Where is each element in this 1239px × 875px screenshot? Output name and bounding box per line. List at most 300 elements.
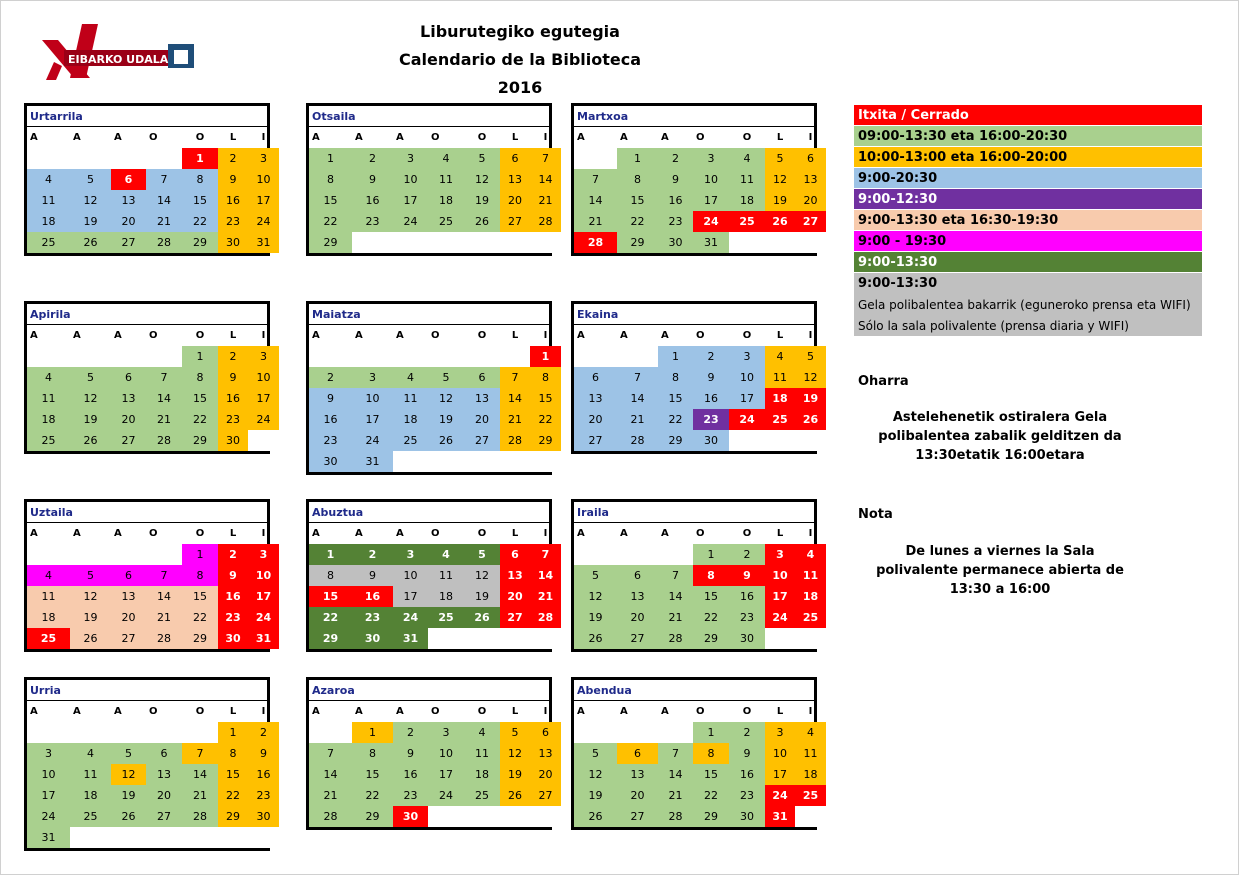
day-cell: 5 xyxy=(574,743,617,764)
day-cell: 26 xyxy=(70,628,111,649)
day-cell: 3 xyxy=(393,148,428,169)
week-row xyxy=(27,190,279,211)
day-cell: 20 xyxy=(530,764,561,785)
legend-item: 9:00-13:30 xyxy=(854,252,1202,272)
day-cell: 19 xyxy=(70,409,111,430)
day-cell: 29 xyxy=(693,628,729,649)
day-cell: 20 xyxy=(464,409,500,430)
weekday-header: I xyxy=(808,706,813,717)
day-cell: 28 xyxy=(309,806,352,827)
week-row xyxy=(309,586,561,607)
weekday-header: O xyxy=(431,132,440,143)
month-name: Azaroa xyxy=(309,680,549,701)
day-cell: 19 xyxy=(70,607,111,628)
weekday-header: O xyxy=(742,528,752,539)
day-cell: 24 xyxy=(248,409,279,430)
day-cell: 16 xyxy=(729,586,765,607)
empty-cell xyxy=(617,722,658,743)
day-cell: 11 xyxy=(464,743,500,764)
weekday-header: A xyxy=(312,330,320,341)
day-cell: 18 xyxy=(393,409,428,430)
day-cell: 21 xyxy=(658,785,693,806)
weekday-header: O xyxy=(477,132,487,143)
day-cell: 4 xyxy=(70,743,111,764)
empty-cell xyxy=(393,451,428,472)
day-cell: 17 xyxy=(729,388,765,409)
month-name: Urtarrila xyxy=(27,106,267,127)
day-cell: 3 xyxy=(248,346,279,367)
day-cell: 8 xyxy=(617,169,658,190)
day-cell: 1 xyxy=(693,722,729,743)
day-cell: 14 xyxy=(182,764,218,785)
weekday-header: A xyxy=(312,706,320,717)
day-cell: 25 xyxy=(795,785,826,806)
week-row xyxy=(27,367,279,388)
week-row xyxy=(574,367,826,388)
day-cell: 27 xyxy=(617,628,658,649)
day-cell: 26 xyxy=(70,232,111,253)
day-cell: 3 xyxy=(765,722,795,743)
day-cell: 8 xyxy=(182,169,218,190)
day-cell: 22 xyxy=(218,785,248,806)
day-cell: 23 xyxy=(658,211,693,232)
weekday-header: A xyxy=(30,330,38,341)
day-cell: 26 xyxy=(70,430,111,451)
day-cell: 12 xyxy=(765,169,795,190)
weekday-header: A xyxy=(661,330,669,341)
day-cell: 15 xyxy=(530,388,561,409)
weekday-header: A xyxy=(396,706,404,717)
day-cell: 4 xyxy=(393,367,428,388)
day-cell: 9 xyxy=(693,367,729,388)
day-cell: 30 xyxy=(248,806,279,827)
day-cell: 14 xyxy=(309,764,352,785)
oharra-line: 13:30etatik 16:00etara xyxy=(915,448,1085,463)
legend-item: 9:00-12:30 xyxy=(854,189,1202,209)
week-row xyxy=(27,785,279,806)
week-row xyxy=(309,722,561,743)
legend-gray-line-basque: Gela polibalentea bakarrik (eguneroko prensa eta WIFI) xyxy=(854,294,1202,315)
weekday-header: O xyxy=(431,706,440,717)
empty-cell xyxy=(428,346,464,367)
day-cell: 4 xyxy=(428,544,464,565)
empty-cell xyxy=(795,232,826,253)
eibar-x-logo-icon xyxy=(38,22,198,86)
weekday-header: A xyxy=(73,330,81,341)
weekday-header: O xyxy=(431,528,440,539)
day-cell: 14 xyxy=(500,388,530,409)
week-row xyxy=(574,211,826,232)
day-cell: 9 xyxy=(218,565,248,586)
week-row xyxy=(309,190,561,211)
day-cell: 14 xyxy=(530,565,561,586)
empty-cell xyxy=(146,722,182,743)
day-cell: 26 xyxy=(795,409,826,430)
day-cell: 4 xyxy=(795,722,826,743)
day-cell: 5 xyxy=(111,743,146,764)
day-cell: 8 xyxy=(182,367,218,388)
day-cell: 8 xyxy=(530,367,561,388)
day-cell: 6 xyxy=(500,544,530,565)
day-cell: 24 xyxy=(765,785,795,806)
week-row xyxy=(309,388,561,409)
week-row xyxy=(27,764,279,785)
day-cell: 5 xyxy=(70,169,111,190)
day-cell: 3 xyxy=(693,148,729,169)
day-cell: 28 xyxy=(182,806,218,827)
day-cell: 7 xyxy=(182,743,218,764)
day-cell: 24 xyxy=(428,785,464,806)
empty-cell xyxy=(27,722,70,743)
day-cell: 16 xyxy=(248,764,279,785)
day-cell: 6 xyxy=(795,148,826,169)
empty-cell xyxy=(111,827,146,848)
day-cell: 9 xyxy=(658,169,693,190)
day-cell: 15 xyxy=(218,764,248,785)
day-cell: 3 xyxy=(248,544,279,565)
day-cell: 14 xyxy=(617,388,658,409)
weekday-header: L xyxy=(511,132,519,143)
day-cell: 16 xyxy=(218,388,248,409)
empty-cell xyxy=(309,722,352,743)
day-cell: 30 xyxy=(658,232,693,253)
week-row xyxy=(309,148,561,169)
day-cell: 30 xyxy=(218,232,248,253)
day-cell: 9 xyxy=(218,169,248,190)
day-cell: 20 xyxy=(111,211,146,232)
day-cell: 2 xyxy=(218,148,248,169)
weekday-header: A xyxy=(396,528,404,539)
day-cell: 19 xyxy=(428,409,464,430)
week-row xyxy=(27,827,279,848)
day-cell: 15 xyxy=(617,190,658,211)
day-cell: 30 xyxy=(729,806,765,827)
week-row xyxy=(574,607,826,628)
day-cell: 24 xyxy=(352,430,393,451)
month-calendar xyxy=(571,499,817,652)
day-cell: 10 xyxy=(428,743,464,764)
empty-cell xyxy=(530,451,561,472)
day-cell: 7 xyxy=(146,367,182,388)
day-cell: 21 xyxy=(500,409,530,430)
week-row xyxy=(27,607,279,628)
day-cell: 17 xyxy=(428,764,464,785)
day-cell: 4 xyxy=(765,346,795,367)
day-cell: 17 xyxy=(393,190,428,211)
day-cell: 29 xyxy=(218,806,248,827)
day-cell: 15 xyxy=(182,190,218,211)
empty-cell xyxy=(218,827,248,848)
day-cell: 21 xyxy=(146,409,182,430)
day-cell: 3 xyxy=(352,367,393,388)
day-cell: 24 xyxy=(765,607,795,628)
day-cell: 27 xyxy=(111,430,146,451)
day-cell: 15 xyxy=(182,388,218,409)
legend-item: 10:00-13:00 eta 16:00-20:00 xyxy=(854,147,1202,167)
empty-cell xyxy=(248,430,279,451)
week-row xyxy=(27,806,279,827)
empty-cell xyxy=(428,232,464,253)
weekday-header: A xyxy=(114,132,122,143)
week-row xyxy=(27,211,279,232)
day-cell: 7 xyxy=(658,743,693,764)
empty-cell xyxy=(795,430,826,451)
day-cell: 20 xyxy=(146,785,182,806)
day-cell: 13 xyxy=(617,586,658,607)
day-cell: 23 xyxy=(352,211,393,232)
day-cell: 29 xyxy=(530,430,561,451)
day-cell: 10 xyxy=(248,169,279,190)
day-cell: 20 xyxy=(111,409,146,430)
day-cell: 21 xyxy=(182,785,218,806)
weekday-header: A xyxy=(396,132,404,143)
weekday-header: A xyxy=(577,330,585,341)
weekday-header: A xyxy=(114,330,122,341)
day-cell: 26 xyxy=(464,607,500,628)
day-cell: 19 xyxy=(765,190,795,211)
day-cell: 28 xyxy=(500,430,530,451)
day-cell: 23 xyxy=(693,409,729,430)
weekday-header: I xyxy=(543,330,548,341)
empty-cell xyxy=(27,544,70,565)
day-cell: 27 xyxy=(500,211,530,232)
empty-cell xyxy=(309,346,352,367)
week-row xyxy=(309,785,561,806)
weekday-header: O xyxy=(149,330,158,341)
empty-cell xyxy=(530,232,561,253)
day-cell: 2 xyxy=(393,722,428,743)
day-cell: 29 xyxy=(309,232,352,253)
weekday-header: O xyxy=(477,330,487,341)
day-cell: 17 xyxy=(248,388,279,409)
day-cell: 30 xyxy=(218,628,248,649)
day-cell: 18 xyxy=(27,211,70,232)
week-row xyxy=(574,430,826,451)
day-cell: 10 xyxy=(393,565,428,586)
day-cell: 1 xyxy=(182,346,218,367)
weekday-header: A xyxy=(620,528,628,539)
day-cell: 10 xyxy=(27,764,70,785)
weekday-header: I xyxy=(261,706,266,717)
day-cell: 16 xyxy=(729,764,765,785)
day-cell: 26 xyxy=(428,430,464,451)
day-cell: 9 xyxy=(352,565,393,586)
day-cell: 14 xyxy=(658,764,693,785)
day-cell: 8 xyxy=(693,743,729,764)
weekday-header: A xyxy=(355,330,363,341)
weekday-header-row xyxy=(27,523,279,544)
day-cell: 18 xyxy=(428,586,464,607)
day-cell: 25 xyxy=(27,232,70,253)
day-cell: 1 xyxy=(693,544,729,565)
day-cell: 13 xyxy=(530,743,561,764)
day-cell: 20 xyxy=(111,607,146,628)
day-cell: 2 xyxy=(218,346,248,367)
day-cell: 23 xyxy=(218,607,248,628)
day-cell: 12 xyxy=(70,190,111,211)
day-cell: 21 xyxy=(309,785,352,806)
day-cell: 6 xyxy=(111,169,146,190)
day-cell: 9 xyxy=(393,743,428,764)
day-cell: 9 xyxy=(309,388,352,409)
calendar-year: 2016 xyxy=(497,78,543,97)
day-cell: 11 xyxy=(27,388,70,409)
day-cell: 8 xyxy=(182,565,218,586)
weekday-header: A xyxy=(30,528,38,539)
day-cell: 29 xyxy=(658,430,693,451)
day-cell: 9 xyxy=(729,743,765,764)
day-cell: 6 xyxy=(530,722,561,743)
day-cell: 5 xyxy=(428,367,464,388)
legend-rows xyxy=(854,105,1202,272)
weekday-header: L xyxy=(776,528,784,539)
weekday-header: A xyxy=(577,528,585,539)
week-row xyxy=(309,743,561,764)
weekday-header-row xyxy=(27,127,279,148)
day-cell: 6 xyxy=(617,743,658,764)
day-cell: 19 xyxy=(111,785,146,806)
weekday-header-row xyxy=(574,325,826,346)
week-row xyxy=(309,764,561,785)
day-cell: 7 xyxy=(530,148,561,169)
day-cell: 5 xyxy=(70,565,111,586)
day-cell: 24 xyxy=(248,607,279,628)
day-cell: 26 xyxy=(574,806,617,827)
day-cell: 24 xyxy=(693,211,729,232)
day-cell: 24 xyxy=(27,806,70,827)
weekday-header: O xyxy=(696,330,705,341)
week-row xyxy=(574,806,826,827)
day-cell: 28 xyxy=(146,430,182,451)
weekday-header: A xyxy=(312,132,320,143)
week-row xyxy=(309,232,561,253)
day-cell: 8 xyxy=(309,565,352,586)
day-cell: 18 xyxy=(795,586,826,607)
empty-cell xyxy=(393,232,428,253)
day-cell: 15 xyxy=(309,190,352,211)
week-row xyxy=(574,346,826,367)
week-row xyxy=(574,388,826,409)
day-cell: 10 xyxy=(248,367,279,388)
weekday-header: O xyxy=(195,706,205,717)
day-cell: 6 xyxy=(111,367,146,388)
empty-cell xyxy=(182,827,218,848)
day-cell: 18 xyxy=(765,388,795,409)
weekday-header: O xyxy=(477,706,487,717)
month-calendar xyxy=(306,677,552,830)
day-cell: 26 xyxy=(574,628,617,649)
weekday-header-row xyxy=(574,127,826,148)
day-cell: 11 xyxy=(27,190,70,211)
day-cell: 28 xyxy=(530,211,561,232)
empty-cell xyxy=(464,628,500,649)
day-cell: 31 xyxy=(693,232,729,253)
day-cell: 14 xyxy=(574,190,617,211)
oharra-line: polibalentea zabalik gelditzen da xyxy=(878,429,1122,444)
weekday-header: A xyxy=(73,528,81,539)
week-row xyxy=(574,409,826,430)
day-cell: 2 xyxy=(309,367,352,388)
weekday-header: O xyxy=(742,330,752,341)
day-cell: 11 xyxy=(428,565,464,586)
week-row xyxy=(309,346,561,367)
day-cell: 19 xyxy=(70,211,111,232)
day-cell: 29 xyxy=(693,806,729,827)
day-cell: 18 xyxy=(428,190,464,211)
day-cell: 1 xyxy=(182,544,218,565)
day-cell: 1 xyxy=(617,148,658,169)
weekday-header: A xyxy=(355,528,363,539)
weekday-header: I xyxy=(543,132,548,143)
day-cell: 25 xyxy=(729,211,765,232)
weekday-header: I xyxy=(808,330,813,341)
day-cell: 23 xyxy=(729,607,765,628)
day-cell: 5 xyxy=(70,367,111,388)
day-cell: 18 xyxy=(464,764,500,785)
week-row xyxy=(574,565,826,586)
day-cell: 20 xyxy=(574,409,617,430)
day-cell: 11 xyxy=(795,565,826,586)
day-cell: 12 xyxy=(574,586,617,607)
month-calendar xyxy=(24,103,270,256)
nota-line: 13:30 a 16:00 xyxy=(949,582,1051,597)
day-cell: 26 xyxy=(765,211,795,232)
day-cell: 18 xyxy=(70,785,111,806)
day-cell: 13 xyxy=(617,764,658,785)
weekday-header: L xyxy=(776,706,784,717)
day-cell: 29 xyxy=(182,430,218,451)
day-cell: 21 xyxy=(617,409,658,430)
day-cell: 16 xyxy=(218,586,248,607)
day-cell: 22 xyxy=(309,211,352,232)
weekday-header: O xyxy=(696,706,705,717)
day-cell: 31 xyxy=(248,232,279,253)
empty-cell xyxy=(500,451,530,472)
day-cell: 31 xyxy=(765,806,795,827)
weekday-header-row xyxy=(27,701,279,722)
weekday-header: A xyxy=(661,528,669,539)
day-cell: 22 xyxy=(352,785,393,806)
weekday-header: O xyxy=(195,330,205,341)
day-cell: 30 xyxy=(393,806,428,827)
empty-cell xyxy=(729,232,765,253)
day-cell: 26 xyxy=(500,785,530,806)
week-row xyxy=(574,544,826,565)
day-cell: 6 xyxy=(146,743,182,764)
day-cell: 31 xyxy=(393,628,428,649)
day-cell: 13 xyxy=(795,169,826,190)
weekday-header-row xyxy=(574,523,826,544)
weekday-header: I xyxy=(808,132,813,143)
day-cell: 9 xyxy=(729,565,765,586)
week-row xyxy=(574,190,826,211)
legend-item: 9:00-20:30 xyxy=(854,168,1202,188)
oharra-heading: Oharra xyxy=(858,374,909,389)
day-cell: 28 xyxy=(617,430,658,451)
empty-cell xyxy=(428,628,464,649)
day-cell: 16 xyxy=(309,409,352,430)
day-cell: 10 xyxy=(729,367,765,388)
weekday-header: A xyxy=(30,706,38,717)
empty-cell xyxy=(111,722,146,743)
day-cell: 1 xyxy=(658,346,693,367)
empty-cell xyxy=(111,346,146,367)
day-cell: 21 xyxy=(658,607,693,628)
day-cell: 13 xyxy=(111,190,146,211)
day-cell: 25 xyxy=(428,607,464,628)
weekday-header: L xyxy=(776,132,784,143)
day-cell: 10 xyxy=(693,169,729,190)
